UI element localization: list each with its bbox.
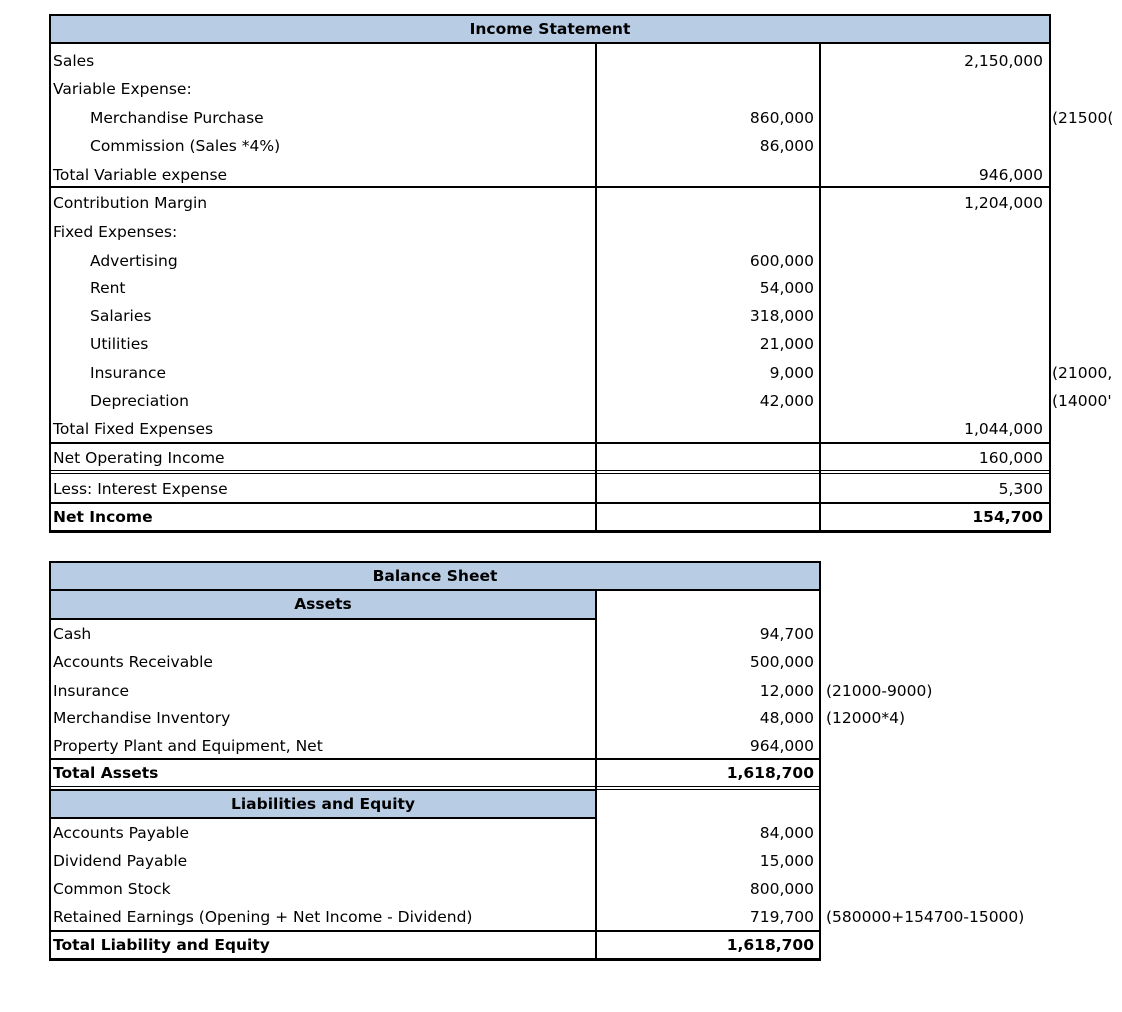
row-label: Common Stock [53, 880, 171, 898]
balance-sheet-title: Balance Sheet [49, 561, 821, 591]
row-label: Merchandise Purchase [90, 109, 264, 127]
row-value: 500,000 [749, 653, 814, 671]
row-value: 94,700 [759, 625, 814, 643]
row-note: (14000' [1052, 392, 1112, 410]
row-value: 12,000 [759, 682, 814, 700]
row-label: Fixed Expenses: [53, 223, 178, 241]
row-label: Cash [53, 625, 92, 643]
row-label: Merchandise Inventory [53, 709, 231, 727]
row-total: 2,150,000 [964, 52, 1043, 70]
row-total [820, 104, 1049, 131]
row-total: 5,300 [998, 480, 1043, 498]
row-label: Insurance [53, 682, 130, 700]
row-amount [596, 189, 820, 216]
row-total [820, 75, 1049, 102]
row-label: Total Variable expense [53, 166, 228, 184]
row-total [820, 302, 1049, 329]
row-amount: 860,000 [749, 109, 814, 127]
row-label: Total Liability and Equity [53, 936, 270, 954]
row-total: 160,000 [978, 449, 1043, 467]
row-value: 1,618,700 [726, 936, 814, 954]
row-total: 946,000 [978, 166, 1043, 184]
income-statement-title: Income Statement [49, 14, 1051, 44]
row-total [820, 359, 1049, 386]
row-amount: 600,000 [749, 252, 814, 270]
row-label: Salaries [90, 307, 152, 325]
row-total [820, 274, 1049, 301]
row-label: Total Assets [53, 764, 159, 782]
row-amount [596, 47, 820, 74]
row-amount: 86,000 [759, 137, 814, 155]
row-label: Property Plant and Equipment, Net [53, 737, 323, 755]
row-amount [596, 161, 820, 188]
row-total: 154,700 [972, 508, 1043, 526]
row-total [820, 247, 1049, 274]
row-label: Retained Earnings (Opening + Net Income - Dividend) [53, 908, 473, 926]
row-label: Sales [53, 52, 95, 70]
row-label: Commission (Sales *4%) [90, 137, 281, 155]
row-label: Net Income [53, 508, 153, 526]
row-note: (21000-9000) [826, 682, 933, 700]
assets-header: Assets [49, 591, 597, 620]
row-amount: 54,000 [759, 279, 814, 297]
row-value: 719,700 [749, 908, 814, 926]
row-label: Rent [90, 279, 126, 297]
row-amount: 21,000 [759, 335, 814, 353]
row-note: (580000+154700-15000) [826, 908, 1025, 926]
row-label: Net Operating Income [53, 449, 225, 467]
row-label: Dividend Payable [53, 852, 188, 870]
row-label: Insurance [90, 364, 167, 382]
row-note: (12000*4) [826, 709, 906, 727]
row-amount [596, 475, 820, 502]
row-note: (21000, [1052, 364, 1113, 382]
row-label: Variable Expense: [53, 80, 192, 98]
row-label: Accounts Payable [53, 824, 190, 842]
row-label: Advertising [90, 252, 178, 270]
row-value: 964,000 [749, 737, 814, 755]
row-amount [596, 218, 820, 245]
row-label: Less: Interest Expense [53, 480, 228, 498]
row-amount [596, 75, 820, 102]
row-amount: 9,000 [769, 364, 814, 382]
row-amount: 42,000 [759, 392, 814, 410]
row-label: Total Fixed Expenses [53, 420, 214, 438]
row-amount [596, 415, 820, 442]
row-value: 84,000 [759, 824, 814, 842]
row-total [820, 330, 1049, 357]
liabilities-header: Liabilities and Equity [49, 790, 597, 819]
row-value: 1,618,700 [726, 764, 814, 782]
row-value: 15,000 [759, 852, 814, 870]
row-total [820, 132, 1049, 159]
row-label: Utilities [90, 335, 149, 353]
row-label: Accounts Receivable [53, 653, 213, 671]
row-value: 800,000 [749, 880, 814, 898]
row-label: Depreciation [90, 392, 189, 410]
row-total: 1,044,000 [964, 420, 1043, 438]
row-total [820, 218, 1049, 245]
row-total: 1,204,000 [964, 194, 1043, 212]
row-amount: 318,000 [749, 307, 814, 325]
row-label: Contribution Margin [53, 194, 208, 212]
row-amount [596, 444, 820, 471]
row-total [820, 387, 1049, 414]
row-amount [596, 503, 820, 530]
row-value: 48,000 [759, 709, 814, 727]
row-note: (21500( [1052, 109, 1114, 127]
